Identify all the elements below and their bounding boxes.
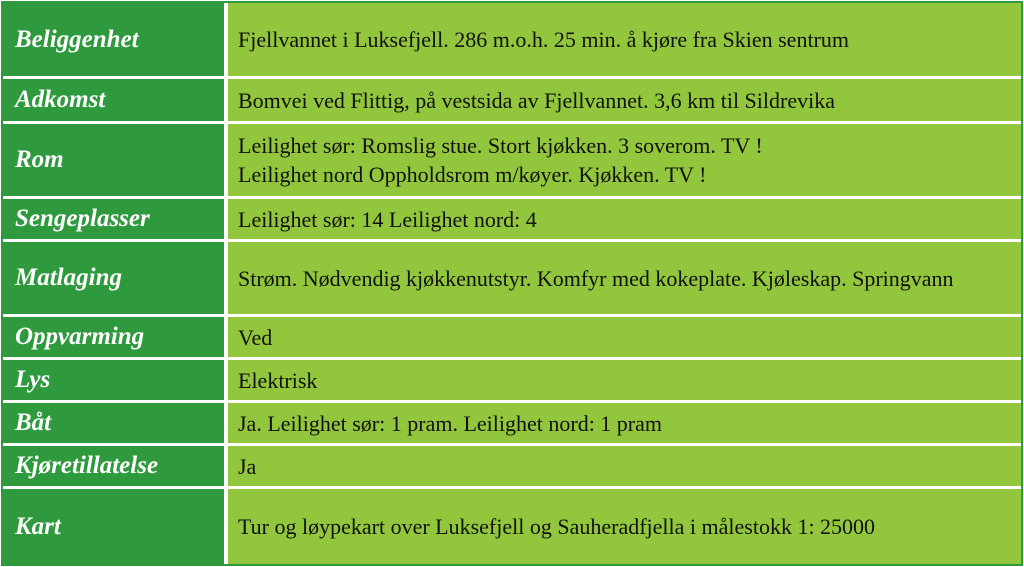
rom-line-sor: Leilighet sør: Romslig stue. Stort kjøkken. 3 soverom. TV ! xyxy=(238,133,763,158)
row-label-bat: Båt xyxy=(3,403,228,446)
table-row xyxy=(3,199,1021,242)
table-row xyxy=(3,446,1021,489)
row-value-beliggenhet: Fjellvannet i Luksefjell. 286 m.o.h. 25 min. å kjøre fra Skien sentrum xyxy=(228,3,1021,79)
row-value-kart: Tur og løypekart over Luksefjell og Sauheradfjella i målestokk 1: 25000 xyxy=(228,489,1021,564)
row-value-lys: Elektrisk xyxy=(228,360,1021,403)
table-row xyxy=(3,317,1021,360)
info-table-frame xyxy=(3,3,1021,564)
table-row xyxy=(3,3,1021,79)
row-value-matlaging: Strøm. Nødvendig kjøkkenutstyr. Komfyr med kokeplate. Kjøleskap. Springvann xyxy=(228,242,1021,317)
row-label-rom: Rom xyxy=(3,124,228,199)
row-label-lys: Lys xyxy=(3,360,228,403)
row-value-oppvarming: Ved xyxy=(228,317,1021,360)
row-label-sengeplasser: Sengeplasser xyxy=(3,199,228,242)
row-value-adkomst: Bomvei ved Flittig, på vestsida av Fjellvannet. 3,6 km til Sildrevika xyxy=(228,79,1021,124)
table-row xyxy=(3,489,1021,564)
table-row xyxy=(3,360,1021,403)
row-value-bat: Ja. Leilighet sør: 1 pram. Leilighet nord: 1 pram xyxy=(228,403,1021,446)
row-label-adkomst: Adkomst xyxy=(3,79,228,124)
row-value-kjoretillatelse: Ja xyxy=(228,446,1021,489)
table-row xyxy=(3,124,1021,199)
row-label-matlaging: Matlaging xyxy=(3,242,228,317)
rom-line-nord: Leilighet nord Oppholdsrom m/køyer. Kjøkken. TV ! xyxy=(238,162,707,187)
row-value-rom xyxy=(228,124,1021,199)
row-label-kjoretillatelse: Kjøretillatelse xyxy=(3,446,228,489)
table-row xyxy=(3,403,1021,446)
table-row xyxy=(3,79,1021,124)
row-value-sengeplasser: Leilighet sør: 14 Leilighet nord: 4 xyxy=(228,199,1021,242)
row-label-oppvarming: Oppvarming xyxy=(3,317,228,360)
table-row xyxy=(3,242,1021,317)
cabin-info-table xyxy=(3,3,1021,564)
row-label-kart: Kart xyxy=(3,489,228,564)
row-label-beliggenhet: Beliggenhet xyxy=(3,3,228,79)
